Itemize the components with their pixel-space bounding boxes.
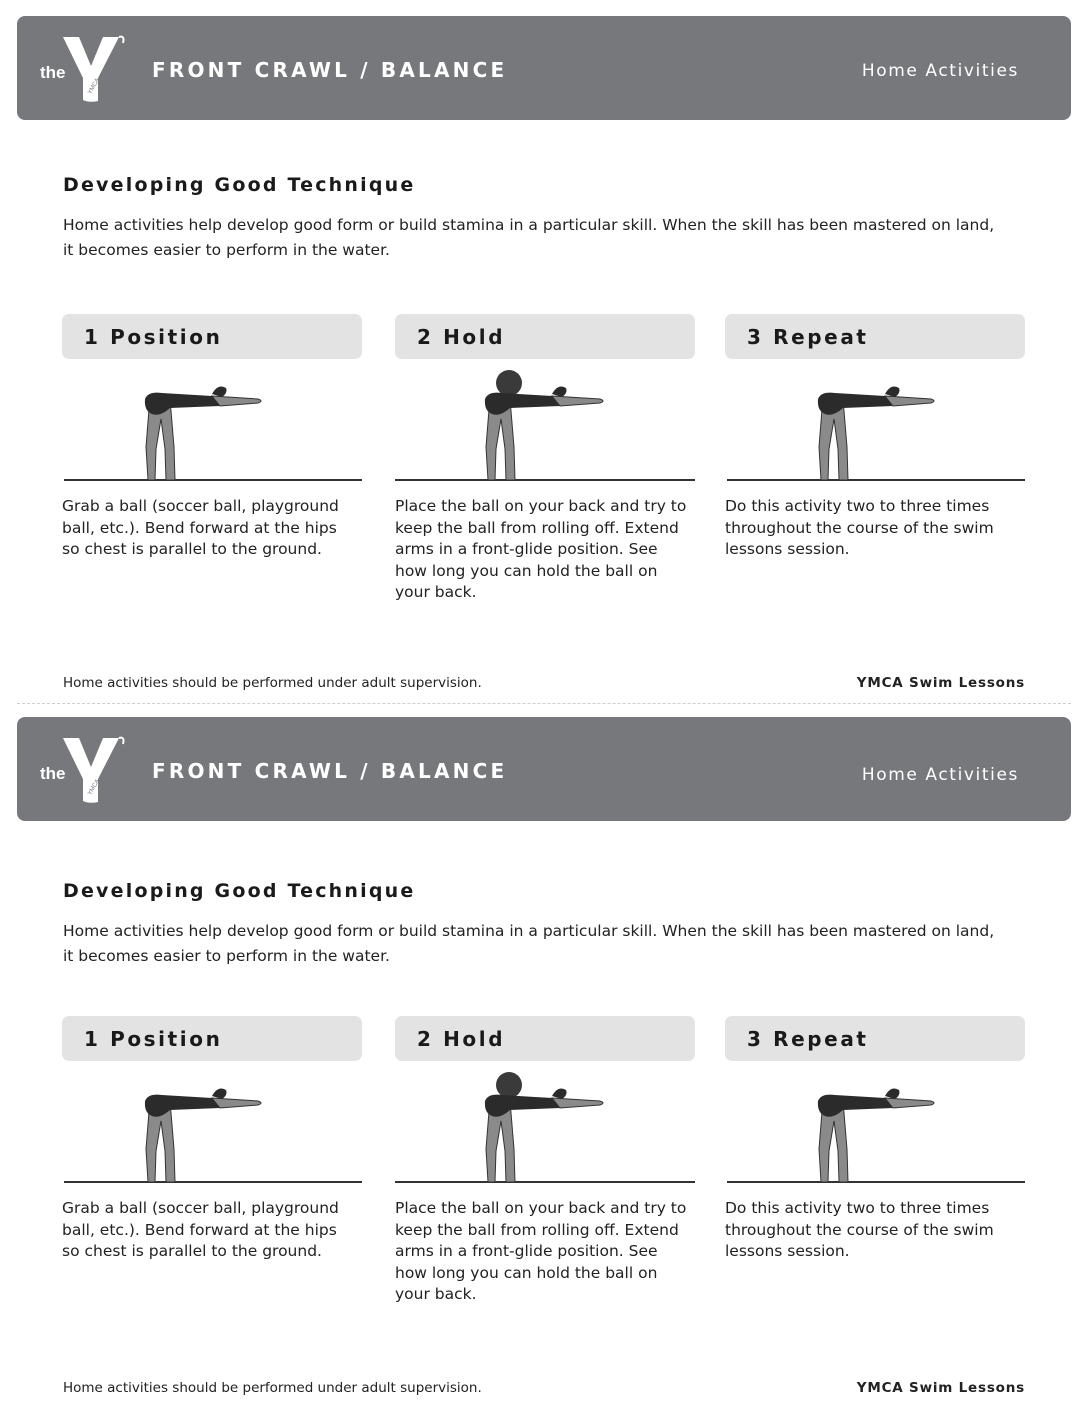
section-heading: Developing Good Technique	[63, 880, 416, 902]
ymca-logo	[37, 34, 127, 104]
intro-paragraph: Home activities help develop good form or build stamina in a particular skill. When the skill has been mastered on land, it becomes easier to perform in the water.	[63, 216, 995, 259]
banner-section-label: Home Activities	[861, 765, 1019, 785]
person-bending-icon	[62, 1061, 362, 1186]
banner-section-label: Home Activities	[861, 61, 1019, 81]
section-heading: Developing Good Technique	[63, 174, 416, 196]
person-bending-with-ball-icon	[395, 359, 695, 484]
step-title: 2 Hold	[395, 314, 695, 359]
step-description: Do this activity two to three times throughout the course of the swim lessons session.	[725, 497, 994, 558]
ball-icon	[496, 1072, 522, 1098]
step-hold	[395, 314, 695, 604]
step-title: 1 Position	[62, 314, 362, 359]
step-description: Place the ball on your back and try to keep the ball from rolling off. Extend arms in a front-glide position. See how long you can hold the ball on your back.	[395, 497, 687, 601]
ball-icon	[496, 370, 522, 396]
logo-the-text: the	[40, 63, 66, 82]
step-title: 1 Position	[62, 1016, 362, 1061]
step-position	[62, 1016, 362, 1263]
step-description: Do this activity two to three times throughout the course of the swim lessons session.	[725, 1199, 994, 1260]
banner-title: FRONT CRAWL / BALANCE	[152, 759, 508, 783]
person-bending-icon	[725, 359, 1025, 484]
step-hold	[395, 1016, 695, 1306]
supervision-note: Home activities should be performed under adult supervision.	[63, 1380, 482, 1396]
person-bending-icon	[62, 359, 362, 484]
program-name: YMCA Swim Lessons	[856, 675, 1025, 691]
activity-sheet-2	[0, 701, 1088, 1401]
step-repeat	[725, 1016, 1025, 1263]
step-position	[62, 314, 362, 561]
step-repeat	[725, 314, 1025, 561]
person-bending-with-ball-icon	[395, 1061, 695, 1186]
step-title: 3 Repeat	[725, 1016, 1025, 1061]
header-banner	[17, 717, 1071, 821]
header-banner	[17, 16, 1071, 120]
activity-sheet-1	[0, 0, 1088, 700]
step-title: 2 Hold	[395, 1016, 695, 1061]
step-description: Grab a ball (soccer ball, playground ball, etc.). Bend forward at the hips so chest is parallel to the ground.	[62, 1199, 339, 1260]
step-title: 3 Repeat	[725, 314, 1025, 359]
banner-title: FRONT CRAWL / BALANCE	[152, 58, 508, 82]
step-description: Grab a ball (soccer ball, playground ball, etc.). Bend forward at the hips so chest is parallel to the ground.	[62, 497, 339, 558]
intro-paragraph: Home activities help develop good form or build stamina in a particular skill. When the skill has been mastered on land, it becomes easier to perform in the water.	[63, 922, 995, 965]
logo-the-text: the	[40, 764, 66, 783]
logo-ymca-small: YMCA	[87, 778, 102, 797]
step-description: Place the ball on your back and try to keep the ball from rolling off. Extend arms in a front-glide position. See how long you can hold the ball on your back.	[395, 1199, 687, 1303]
logo-ymca-small: YMCA	[87, 77, 102, 96]
program-name: YMCA Swim Lessons	[856, 1380, 1025, 1396]
person-bending-icon	[725, 1061, 1025, 1186]
supervision-note: Home activities should be performed under adult supervision.	[63, 675, 482, 691]
ymca-logo	[37, 735, 127, 805]
